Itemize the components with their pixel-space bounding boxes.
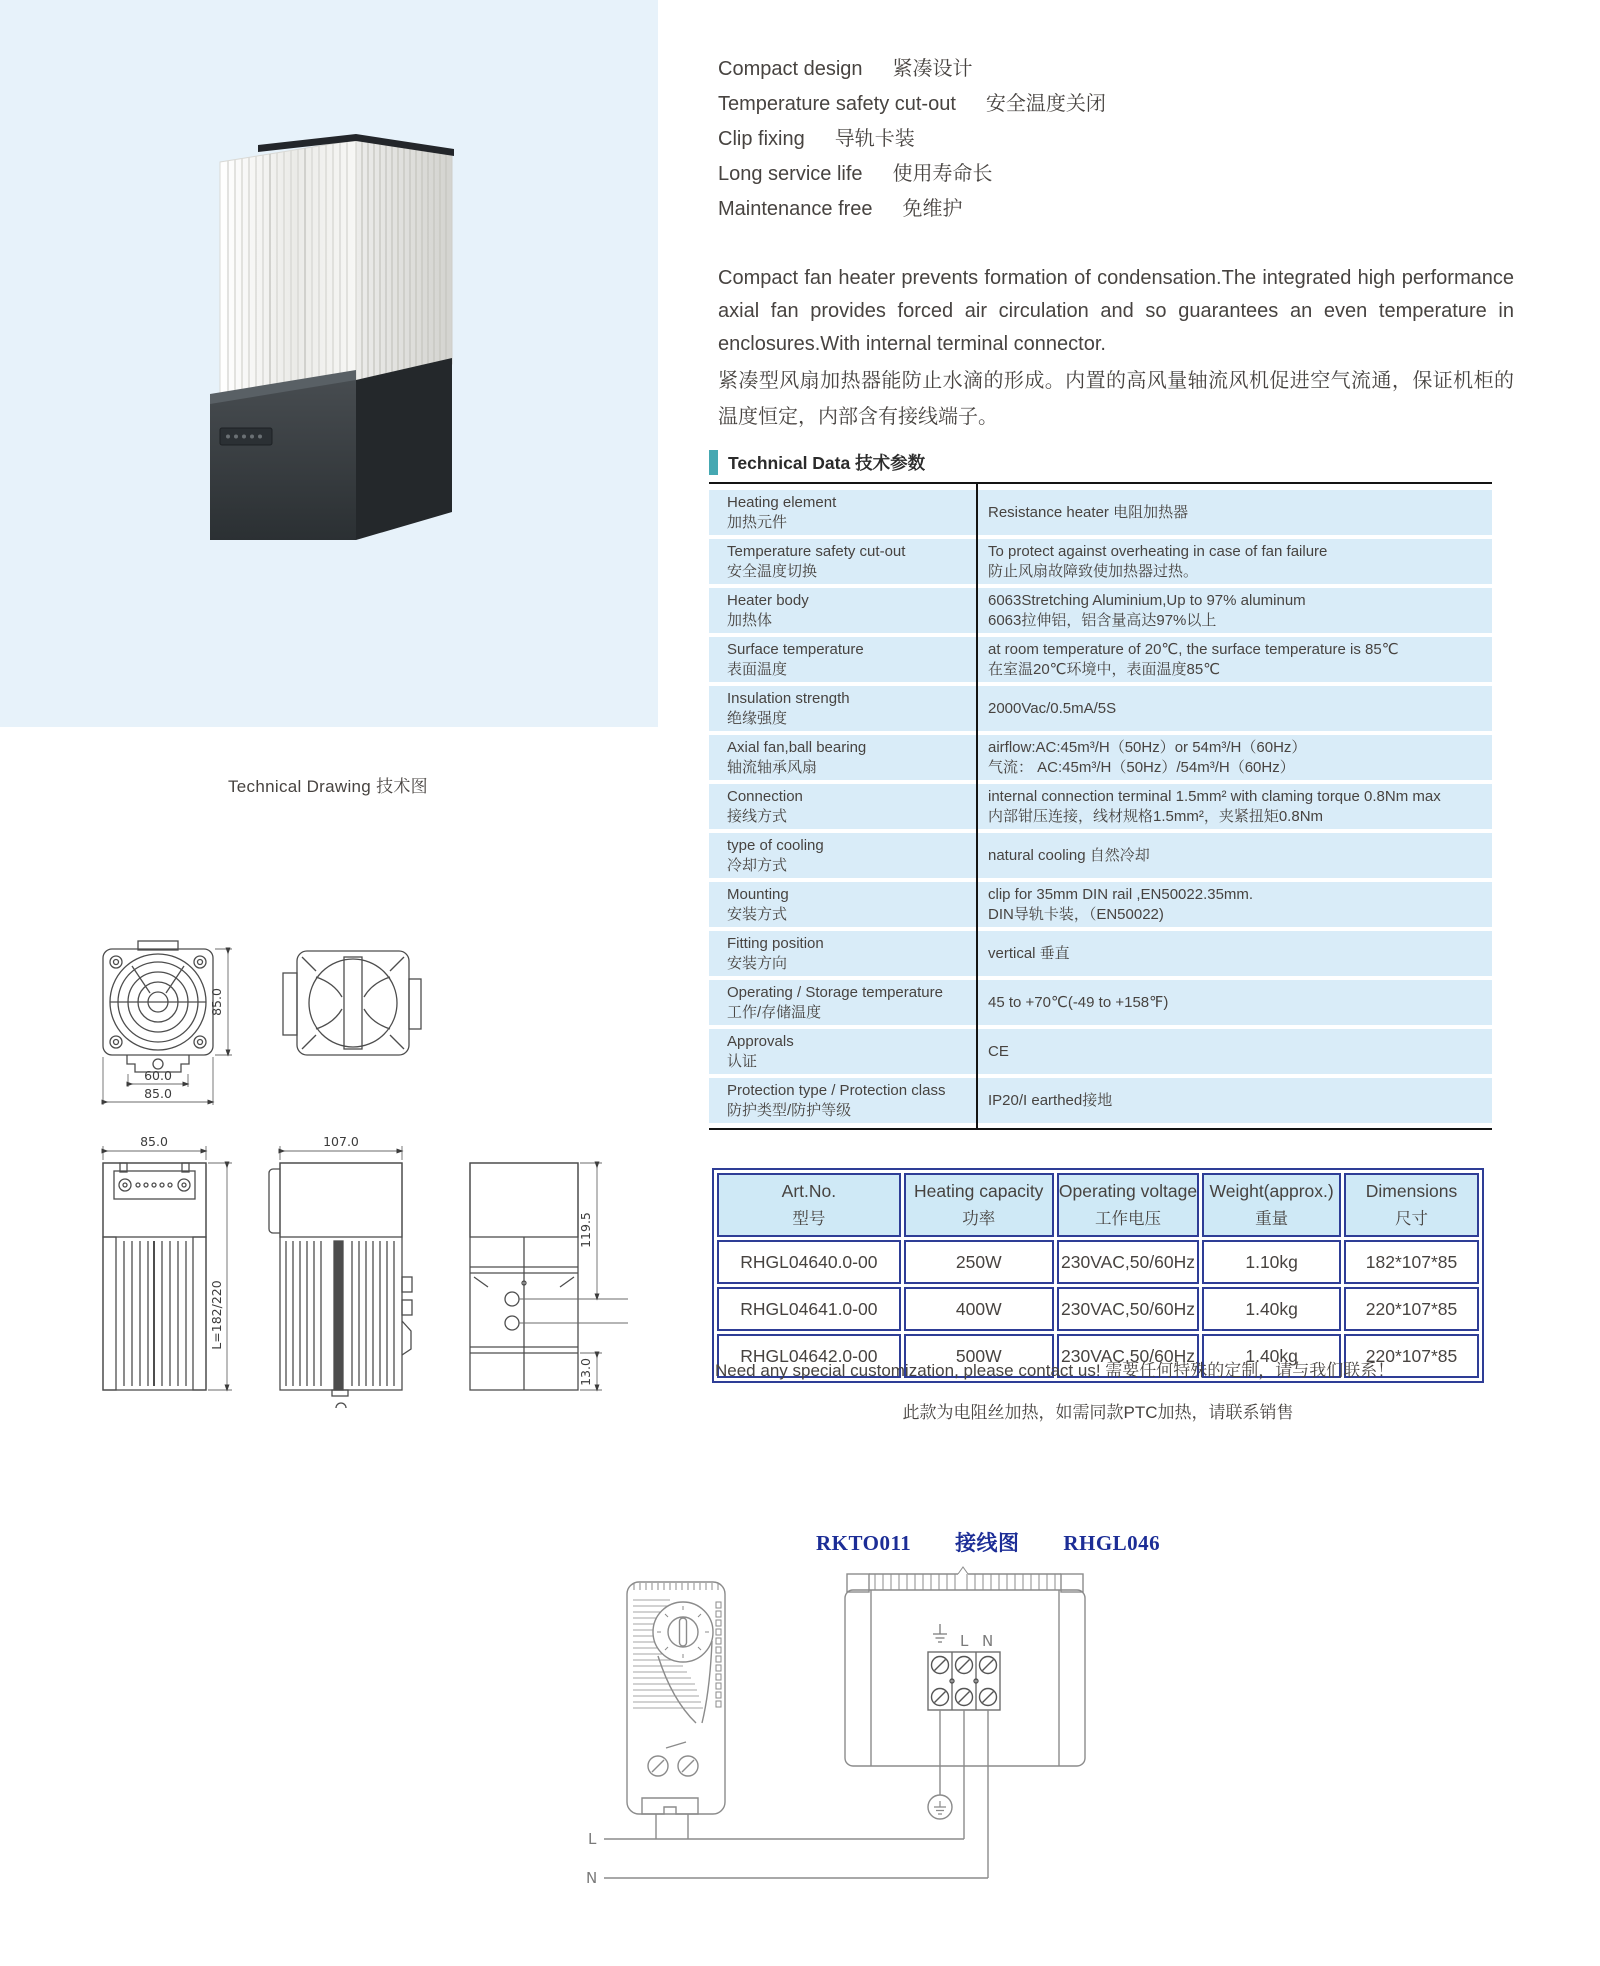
tech-row-value-cn: 气流： AC:45m³/H（50Hz）/54m³/H（60Hz） [988,758,1295,776]
product-column-header-en: Dimensions [1365,1181,1458,1201]
tech-row-label-en: Insulation strength [727,689,850,707]
drawing-back-extrusion-view [470,1163,628,1390]
tech-row-label-cn: 加热体 [727,611,773,629]
dim-back-height: 119.5 [578,1212,593,1248]
feature-label-en: Maintenance free [718,198,873,220]
tech-row-value-en: IP20/I earthed接地 [988,1091,1113,1109]
drawing-fan-section-view [283,951,421,1055]
product-cell: RHGL04642.0-00 [717,1334,901,1378]
product-cell: 182*107*85 [1344,1240,1479,1284]
tech-row-label-en: Approvals [727,1032,794,1050]
dim-clip-offset: 13.0 [578,1358,593,1386]
supply-n-label: N [586,1869,598,1887]
product-cell: 230VAC,50/60Hz [1057,1240,1200,1284]
tech-row-label-en: Heating element [727,493,837,511]
tech-row-label-en: Axial fan,ball bearing [727,738,867,756]
tech-data-row [709,637,1492,682]
tech-row-value [976,833,1492,878]
product-column-header [717,1173,901,1237]
tech-row-value-cn: 在室温20℃环境中，表面温度85℃ [988,660,1221,678]
table-column-divider [976,482,978,1128]
tech-row-value [976,931,1492,976]
tech-row-label-cn: 加热元件 [727,513,788,531]
wiring-conductors [604,1710,988,1878]
tech-row-label-en: Fitting position [727,934,824,952]
tech-row-label-cn: 认证 [727,1052,758,1070]
product-cell: 1.40kg [1202,1334,1341,1378]
wiring-diagram-title [816,1527,1160,1557]
feature-item [718,157,1106,192]
product-table-head [717,1173,1479,1237]
tech-row-label-cn: 表面温度 [727,660,788,678]
accent-bar-icon [709,450,718,475]
feature-item [718,52,1106,87]
tech-row-value-en: at room temperature of 20℃, the surface temperature is 85℃ [988,640,1399,658]
drawing-side-extrusion-view [269,1163,412,1408]
tech-row-value-en: natural cooling 自然冷却 [988,846,1150,864]
feature-label-cn: 紧凑设计 [892,58,973,80]
product-column-header [1344,1173,1479,1237]
tech-row-value-cn: DIN导轨卡装，（EN50022) [988,905,1164,923]
tech-row-value-en: 2000Vac/0.5mA/5S [988,699,1117,717]
technical-drawings [80,915,760,1430]
ptc-note: 此款为电阻丝加热，如需同款PTC加热，请联系销售 [902,1403,1294,1422]
feature-label-cn: 免维护 [902,198,963,220]
tech-row-label-cn: 防护类型/防护等级 [727,1101,852,1119]
tech-row-label-cn: 工作/存储温度 [727,1003,822,1021]
feature-label-en: Clip fixing [718,128,805,150]
tech-row-value [976,784,1492,829]
feature-item [718,192,1106,227]
dim-front-height: 85.0 [209,988,224,1016]
thermostat-drawing [627,1582,725,1814]
feature-label-en: Temperature safety cut-out [718,93,956,115]
tech-row-label-en: Connection [727,787,803,805]
technical-drawing-caption: Technical Drawing 技术图 [228,777,428,796]
tech-row-label-cn: 绝缘强度 [727,709,788,727]
tech-data-row [709,490,1492,535]
customization-note: Need any special customization, please contact us! 需要任何特殊的定制，请与我们联系！ [715,1361,1395,1380]
tech-row-value [976,539,1492,584]
tech-row-label [709,588,976,633]
product-cell: 230VAC,50/60Hz [1057,1287,1200,1331]
supply-l-label: L [588,1830,597,1848]
tech-row-value-en: clip for 35mm DIN rail ,EN50022.35mm. [988,885,1254,903]
technical-data-table [709,490,1492,1130]
dim-side-width: 107.0 [323,1134,359,1149]
tech-row-label [709,686,976,731]
feature-label-cn: 导轨卡装 [834,128,915,150]
dim-body-length: L=182/220 [209,1280,224,1350]
tech-row-value [976,588,1492,633]
tech-row-label-en: Mounting [727,885,789,903]
tech-data-row [709,539,1492,584]
wiring-title-label: 接线图 [955,1531,1020,1555]
tech-row-value [976,637,1492,682]
description-cn: 紧凑型风扇加热器能防止水滴的形成。内置的高风量轴流风机促进空气流通，保证机柜的温度恒定，内部含有接线端子。 [718,370,1514,428]
technical-data-header [709,450,1492,484]
photo-panel [0,0,658,727]
tech-row-value-en: To protect against overheating in case of fan failure [988,542,1328,560]
feature-item [718,87,1106,122]
product-description [718,262,1514,435]
feature-label-cn: 安全温度关闭 [985,93,1106,115]
tech-row-value-en: 45 to +70℃(-49 to +158℉) [988,993,1169,1011]
tech-row-label-en: Protection type / Protection class [727,1081,946,1099]
tech-row-label-cn: 安全温度切换 [727,562,818,580]
product-cell: 1.40kg [1202,1287,1341,1331]
product-cell: 230VAC,50/60Hz [1057,1334,1200,1378]
product-cell: RHGL04641.0-00 [717,1287,901,1331]
dim-body-width: 85.0 [140,1134,168,1149]
heater-drawing [845,1567,1085,1766]
tech-data-row [709,980,1492,1025]
tech-row-value [976,882,1492,927]
tech-row-label-en: Heater body [727,591,809,609]
tech-row-label [709,784,976,829]
tech-row-value [976,1078,1492,1123]
tech-data-row [709,784,1492,829]
tech-data-row [709,882,1492,927]
technical-data-title: Technical Data 技术参数 [728,453,926,473]
dim-front-width: 85.0 [144,1086,172,1101]
product-row [717,1287,1479,1331]
product-column-header-cn: 工作电压 [1095,1210,1161,1228]
tech-row-value [976,686,1492,731]
tech-data-row [709,735,1492,780]
tech-row-value-en: Resistance heater 电阻加热器 [988,503,1189,521]
tech-row-value [976,1029,1492,1074]
tech-row-label [709,539,976,584]
drawing-back-extrusion-dims [580,1163,602,1390]
product-row [717,1240,1479,1284]
product-cell: 1.10kg [1202,1240,1341,1284]
drawing-front-extrusion-dims [103,1146,232,1390]
product-column-header-cn: 型号 [792,1210,826,1228]
tech-row-label-en: Operating / Storage temperature [727,983,943,1001]
product-column-header-en: Weight(approx.) [1209,1181,1334,1201]
wiring-diagram [570,1560,1140,1940]
tech-row-label-cn: 安装方式 [727,905,788,923]
product-column-header-en: Art.No. [781,1181,837,1201]
tech-row-value-en: CE [988,1042,1009,1060]
tech-row-value-en: internal connection terminal 1.5mm² with claming torque 0.8Nm max [988,787,1441,805]
product-column-header-en: Operating voltage [1058,1181,1198,1201]
dim-clip-width: 60.0 [144,1068,172,1083]
product-column-header [1057,1173,1200,1237]
drawing-fan-front-view [103,941,213,1072]
tech-data-row [709,833,1492,878]
technical-data-rows [709,490,1492,1123]
feature-list [718,52,1106,227]
tech-row-label-cn: 安装方向 [727,954,788,972]
product-column-header [904,1173,1054,1237]
tech-row-label-en: type of cooling [727,836,824,854]
product-cell: 220*107*85 [1344,1287,1479,1331]
tech-row-value-en: airflow:AC:45m³/H（50Hz）or 54m³/H（60Hz） [988,738,1307,756]
terminal-l-label: L [960,1632,969,1650]
tech-row-value-en: vertical 垂直 [988,944,1070,962]
wiring-title-series: RHGL046 [1063,1531,1161,1555]
tech-row-label-cn: 冷却方式 [727,856,788,874]
product-cell: 250W [904,1240,1054,1284]
tech-row-label-cn: 轴流轴承风扇 [727,758,818,776]
tech-row-label [709,637,976,682]
tech-row-label-cn: 接线方式 [727,807,788,825]
product-column-header-cn: 重量 [1255,1210,1289,1228]
product-cell: RHGL04640.0-00 [717,1240,901,1284]
tech-row-label [709,490,976,535]
feature-item [718,122,1106,157]
feature-label-en: Compact design [718,58,863,80]
tech-data-row [709,1078,1492,1123]
tech-data-row [709,686,1492,731]
tech-data-row [709,1029,1492,1074]
drawing-front-extrusion-view [103,1163,206,1390]
product-column-header-cn: 功率 [962,1210,996,1228]
tech-row-value-cn: 防止风扇故障致使加热器过热。 [988,562,1199,580]
product-selection-table [712,1168,1484,1383]
product-column-header [1202,1173,1341,1237]
wiring-title-model: RKTO011 [816,1531,912,1555]
description-en: Compact fan heater prevents formation of condensation.The integrated high performance axial fan provides forced air circulation and so guarantees an even temperature in enclosures.With internal terminal connector. [718,267,1514,355]
product-photo [208,132,478,547]
feature-label-cn: 使用寿命长 [892,163,993,185]
tech-data-row [709,931,1492,976]
tech-row-value [976,980,1492,1025]
tech-row-label-en: Surface temperature [727,640,864,658]
tech-data-row [709,588,1492,633]
tech-row-label [709,833,976,878]
product-cell: 400W [904,1287,1054,1331]
tech-row-label-en: Temperature safety cut-out [727,542,906,560]
terminal-n-label: N [982,1632,994,1650]
tech-row-value-cn: 6063拉伸铝，铝含量高达97%以上 [988,611,1217,629]
tech-row-value-en: 6063Stretching Aluminium,Up to 97% aluminum [988,591,1306,609]
tech-row-value-cn: 内部钳压连接，线材规格1.5mm²，夹紧扭矩0.8Nm [988,807,1324,825]
product-column-header-en: Heating capacity [914,1181,1044,1201]
tech-row-label [709,735,976,780]
product-cell: 220*107*85 [1344,1334,1479,1378]
tech-row-value [976,490,1492,535]
product-column-header-cn: 尺寸 [1395,1210,1428,1228]
product-cell: 500W [904,1334,1054,1378]
tech-row-value [976,735,1492,780]
feature-label-en: Long service life [718,163,863,185]
